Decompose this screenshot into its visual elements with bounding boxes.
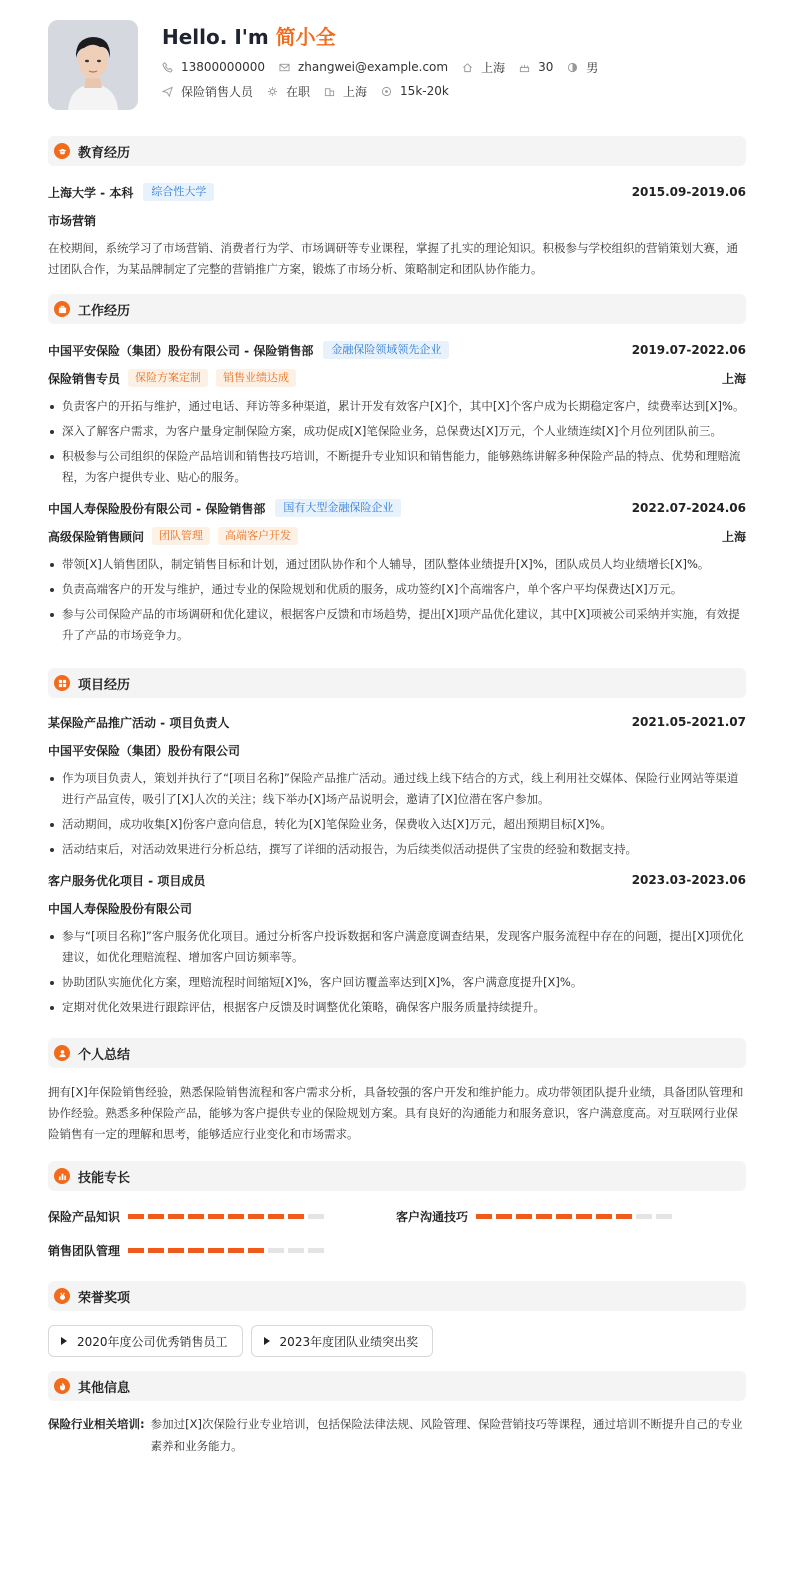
skill-segment <box>268 1214 284 1219</box>
gender-text: 男 <box>586 60 599 75</box>
status-icon <box>267 86 278 97</box>
skill-segment <box>516 1214 532 1219</box>
skill-item <box>396 1199 744 1233</box>
age-info <box>519 60 553 74</box>
projects-section-header <box>48 668 746 698</box>
work-section-header <box>48 294 746 324</box>
other-section-header <box>48 1371 746 1401</box>
list-item: 活动期间，成功收集[X]份客户意向信息，转化为[X]笔保险业务，保费收入达[X]万元，超出预期目标[X]%。 <box>48 814 746 835</box>
school-tag: 综合性大学 <box>143 183 214 201</box>
contact-row <box>162 58 612 76</box>
project-date: 2021.05-2021.07 <box>631 715 746 729</box>
candidate-name: 简小全 <box>275 25 336 49</box>
location-info <box>462 59 505 76</box>
phone-text: 13800000000 <box>181 60 265 74</box>
section-title: 工作经历 <box>78 303 131 319</box>
section-title: 项目经历 <box>78 677 131 693</box>
gender-info <box>567 59 598 76</box>
skills-section-header <box>48 1161 746 1191</box>
company-tag: 金融保险领域领先企业 <box>323 341 449 359</box>
gender-icon <box>567 62 578 73</box>
phone-icon <box>162 62 173 73</box>
skill-level-bar <box>128 1214 328 1219</box>
skill-tag: 高端客户开发 <box>218 527 298 545</box>
work-bullets <box>48 554 746 646</box>
skill-segment <box>228 1248 244 1253</box>
email-text: zhangwei@example.com <box>297 60 449 74</box>
work-bullets <box>48 396 746 488</box>
briefcase-icon <box>54 301 70 317</box>
skill-segment <box>308 1248 324 1253</box>
other-label: 保险行业相关培训: <box>48 1417 145 1431</box>
school-name: 上海大学 - 本科 <box>48 185 134 200</box>
play-icon <box>61 1337 67 1345</box>
greeting <box>162 22 612 52</box>
email-info <box>279 60 448 74</box>
play-icon <box>264 1337 270 1345</box>
job-status-info <box>267 83 310 100</box>
other-info-entry <box>48 1413 746 1457</box>
skill-segment <box>476 1214 492 1219</box>
skill-tag: 团队管理 <box>152 527 210 545</box>
skills-list <box>48 1199 746 1267</box>
award-chip <box>48 1325 243 1357</box>
skill-item <box>48 1233 396 1267</box>
work-city-text: 上海 <box>343 84 368 99</box>
age-icon <box>519 62 530 73</box>
skill-segment <box>128 1214 144 1219</box>
skill-segment <box>556 1214 572 1219</box>
skill-segment <box>636 1214 652 1219</box>
grid-icon <box>54 675 70 691</box>
work-date: 2022.07-2024.06 <box>631 501 746 515</box>
award-label: 2023年度团队业绩突出奖 <box>279 1334 419 1349</box>
section-title: 个人总结 <box>78 1047 131 1063</box>
skill-segment <box>168 1248 184 1253</box>
chart-icon <box>54 1168 70 1184</box>
skill-segment <box>288 1214 304 1219</box>
skill-segment <box>128 1248 144 1253</box>
skill-segment <box>248 1214 264 1219</box>
skill-tag: 保险方案定制 <box>128 369 208 387</box>
person-icon <box>54 1045 70 1061</box>
job-status-text: 在职 <box>286 84 311 99</box>
list-item: 参与“[项目名称]”客户服务优化项目。通过分析客户投诉数据和客户满意度调查结果，发现客户服务流程中存在的问题，提出[X]项优化建议，如优化理赔流程、增加客户回访频率等。 <box>48 926 746 968</box>
awards-list <box>48 1325 746 1357</box>
location-text: 上海 <box>481 60 506 75</box>
work-city-info <box>324 83 367 100</box>
salary-icon <box>381 86 392 97</box>
project-bullets <box>48 926 746 1018</box>
mail-icon <box>279 62 290 73</box>
skill-segment <box>148 1248 164 1253</box>
section-title: 荣誉奖项 <box>78 1290 131 1306</box>
skill-segment <box>188 1248 204 1253</box>
education-desc: 在校期间，系统学习了市场营销、消费者行为学、市场调研等专业课程，掌握了扎实的理论知识。积极参与学校组织的营销策划大赛，通过团队合作，为某品牌制定了完整的营销推广方案，锻炼了市场分析、策略制定和团队协作能力。 <box>48 241 738 276</box>
home-icon <box>462 62 473 73</box>
major-name: 市场营销 <box>48 213 97 228</box>
list-item: 作为项目负责人，策划并执行了“[项目名称]”保险产品推广活动。通过线上线下结合的方式，线上利用社交媒体、保险行业网站等渠道进行产品宣传，吸引了[X]人次的关注；线下举办[X]场产品说明会，邀请了[X]位潜在客户参加。 <box>48 768 746 810</box>
building-icon <box>324 86 335 97</box>
job-target-text: 保险销售人员 <box>181 84 254 99</box>
list-item: 积极参与公司组织的保险产品培训和销售技巧培训，不断提升专业知识和销售能力，能够熟练讲解多种保险产品的特点、优势和理赔流程，为客户提供专业、贴心的服务。 <box>48 446 746 488</box>
skill-segment <box>536 1214 552 1219</box>
company-name: 中国人寿保险股份有限公司 - 保险销售部 <box>48 501 266 516</box>
salary-text: 15k-20k <box>400 84 449 98</box>
skill-segment <box>208 1248 224 1253</box>
skill-segment <box>288 1248 304 1253</box>
medal-icon <box>54 1288 70 1304</box>
skill-segment <box>228 1214 244 1219</box>
section-title: 其他信息 <box>78 1380 131 1396</box>
job-target-info <box>162 83 253 100</box>
skill-segment <box>656 1214 672 1219</box>
skill-segment <box>248 1248 264 1253</box>
skill-segment <box>616 1214 632 1219</box>
work-entry <box>48 340 746 488</box>
list-item: 协助团队实施优化方案，理赔流程时间缩短[X]%，客户回访覆盖率达到[X]%，客户满意度提升[X]%。 <box>48 972 746 993</box>
section-title: 教育经历 <box>78 145 131 161</box>
education-section-header <box>48 136 746 166</box>
project-name: 某保险产品推广活动 - 项目负责人 <box>48 715 230 730</box>
send-icon <box>162 86 173 97</box>
skill-segment <box>496 1214 512 1219</box>
avatar <box>48 20 138 110</box>
list-item: 负责客户的开拓与维护，通过电话、拜访等多种渠道，累计开发有效客户[X]个，其中[X]个客户成为长期稳定客户，续费率达到[X]%。 <box>48 396 746 417</box>
skill-segment <box>148 1214 164 1219</box>
position-name: 保险销售专员 <box>48 371 121 386</box>
section-title: 技能专长 <box>78 1170 131 1186</box>
skill-item <box>48 1199 396 1233</box>
project-entry <box>48 712 746 860</box>
list-item: 带领[X]人销售团队，制定销售目标和计划，通过团队协作和个人辅导，团队整体业绩提升[X]%，团队成员人均业绩增长[X]%。 <box>48 554 746 575</box>
skill-level-bar <box>476 1214 676 1219</box>
education-date: 2015.09-2019.06 <box>631 185 746 199</box>
award-chip <box>251 1325 434 1357</box>
awards-section-header <box>48 1281 746 1311</box>
job-intent-row <box>162 82 612 100</box>
age-text: 30 <box>538 60 554 74</box>
graduation-cap-icon <box>54 143 70 159</box>
skill-segment <box>208 1214 224 1219</box>
position-name: 高级保险销售顾问 <box>48 529 145 544</box>
other-text: 参加过[X]次保险行业专业培训，包括保险法律法规、风险管理、保险营销技巧等课程，通过培训不断提升自己的专业素养和业务能力。 <box>150 1417 743 1453</box>
work-city: 上海 <box>721 371 746 386</box>
list-item: 深入了解客户需求，为客户量身定制保险方案，成功促成[X]笔保险业务，总保费达[X]万元，个人业绩连续[X]个月位列团队前三。 <box>48 421 746 442</box>
project-name: 客户服务优化项目 - 项目成员 <box>48 873 206 888</box>
list-item: 活动结束后，对活动效果进行分析总结，撰写了详细的活动报告，为后续类似活动提供了宝贵的经验和数据支持。 <box>48 839 746 860</box>
greeting-text: Hello. I'm <box>162 25 269 49</box>
flame-icon <box>54 1378 70 1394</box>
work-date: 2019.07-2022.06 <box>631 343 746 357</box>
list-item: 负责高端客户的开发与维护，通过专业的保险规划和优质的服务，成功签约[X]个高端客户，单个客户平均保费达[X]万元。 <box>48 579 746 600</box>
project-company: 中国人寿保险股份有限公司 <box>48 901 193 916</box>
skill-segment <box>268 1248 284 1253</box>
salary-info <box>381 84 449 98</box>
project-bullets <box>48 768 746 860</box>
profile-header <box>48 20 746 120</box>
project-company: 中国平安保险（集团）股份有限公司 <box>48 743 241 758</box>
skill-segment <box>188 1214 204 1219</box>
summary-text: 拥有[X]年保险销售经验，熟悉保险销售流程和客户需求分析，具备较强的客户开发和维护能力。成功带领团队提升业绩，具备团队管理和协作经验。熟悉多种保险产品，能够为客户提供专业的保险规划方案。具有良好的沟通能力和服务意识，客户满意度高。对互联网行业保险销售有一定的理解和思考，能够适应行业变化和市场需求。 <box>48 1085 744 1141</box>
skill-name: 保险产品知识 <box>48 1209 121 1224</box>
education-entry <box>48 182 746 280</box>
skill-segment <box>168 1214 184 1219</box>
company-name: 中国平安保险（集团）股份有限公司 - 保险销售部 <box>48 343 314 358</box>
skill-level-bar <box>128 1248 328 1253</box>
list-item: 定期对优化效果进行跟踪评估，根据客户反馈及时调整优化策略，确保客户服务质量持续提升。 <box>48 997 746 1018</box>
skill-name: 客户沟通技巧 <box>396 1209 469 1224</box>
skill-segment <box>596 1214 612 1219</box>
skill-segment <box>576 1214 592 1219</box>
work-city: 上海 <box>721 529 746 544</box>
company-tag: 国有大型金融保险企业 <box>275 499 401 517</box>
skill-name: 销售团队管理 <box>48 1243 121 1258</box>
project-date: 2023.03-2023.06 <box>631 873 746 887</box>
phone-info <box>162 60 265 74</box>
list-item: 参与公司保险产品的市场调研和优化建议，根据客户反馈和市场趋势，提出[X]项产品优化建议，其中[X]项被公司采纳并实施，有效提升了产品的市场竞争力。 <box>48 604 746 646</box>
award-label: 2020年度公司优秀销售员工 <box>77 1334 228 1349</box>
work-entry <box>48 498 746 646</box>
project-entry <box>48 870 746 1018</box>
summary-section-header <box>48 1038 746 1068</box>
skill-tag: 销售业绩达成 <box>216 369 296 387</box>
skill-segment <box>308 1214 324 1219</box>
